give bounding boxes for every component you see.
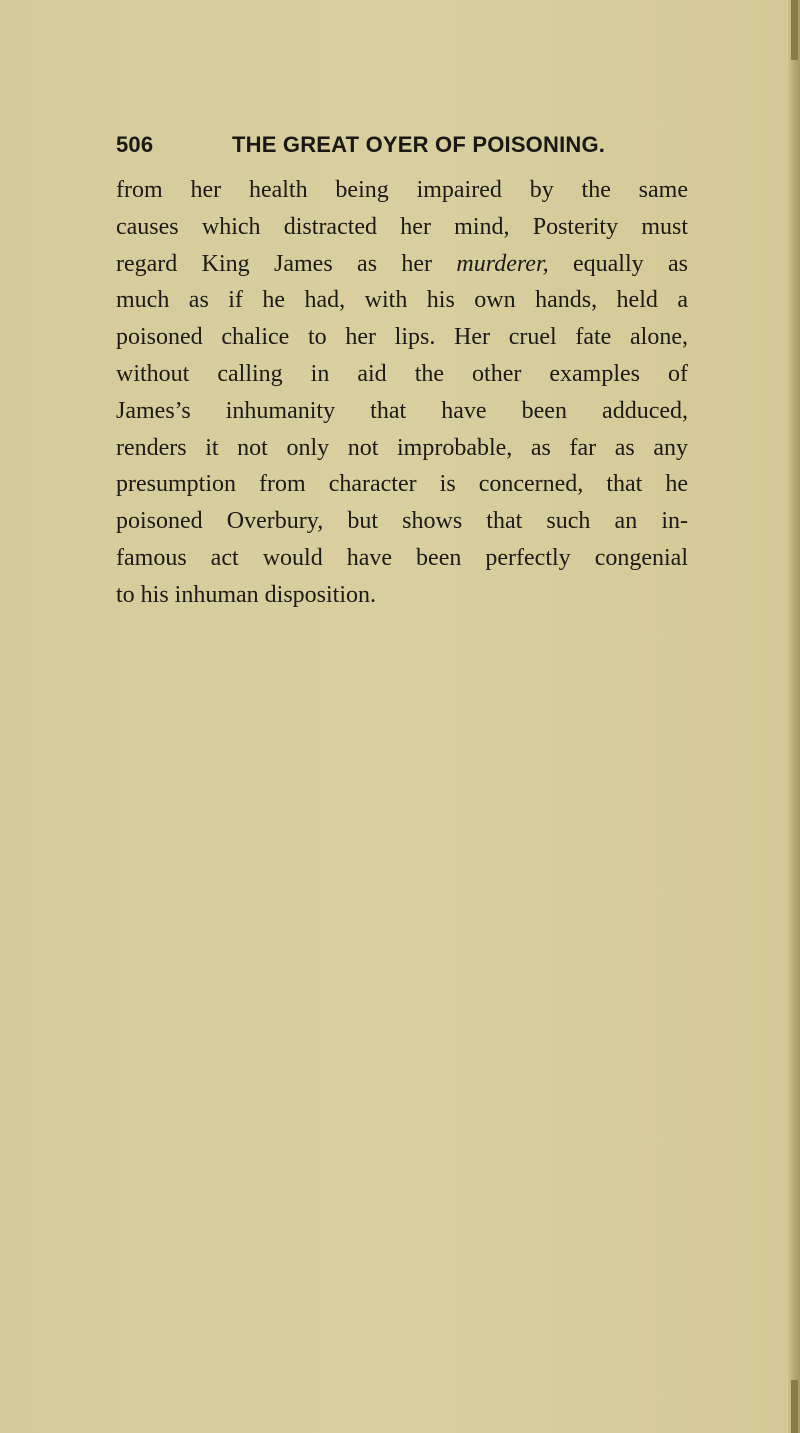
text-line: much as if he had, with his own hands, held a [116,287,688,314]
text-line: presumption from character is concerned, that he [116,471,688,498]
text-segment: regard King James as her [116,250,457,277]
text-line: poisoned Overbury, but shows that such an in- [116,508,688,535]
text-line: renders it not only not improbable, as far as any [116,434,688,461]
page-edge [788,0,800,1433]
edge-mark [791,1380,798,1433]
edge-mark [791,0,798,60]
text-line: James’s inhumanity that have been adduced, [116,397,688,424]
running-title: THE GREAT OYER OF POISONING. [232,132,606,157]
text-segment: equally as [548,250,689,277]
text-line: to his inhuman disposition. [116,581,377,608]
text-line [116,246,688,283]
running-head [116,130,676,160]
body-text [116,172,688,614]
text-line: from her health being impaired by the same [116,177,688,203]
text-line: famous act would have been perfectly congenial [116,544,688,571]
italic-word: murderer, [456,250,549,277]
text-line: poisoned chalice to her lips. Her cruel fate alone, [116,324,688,351]
page-number: 506 [116,132,154,157]
text-line: causes which distracted her mind, Posterity must [116,213,688,240]
text-line: without calling in aid the other examples of [116,360,688,387]
